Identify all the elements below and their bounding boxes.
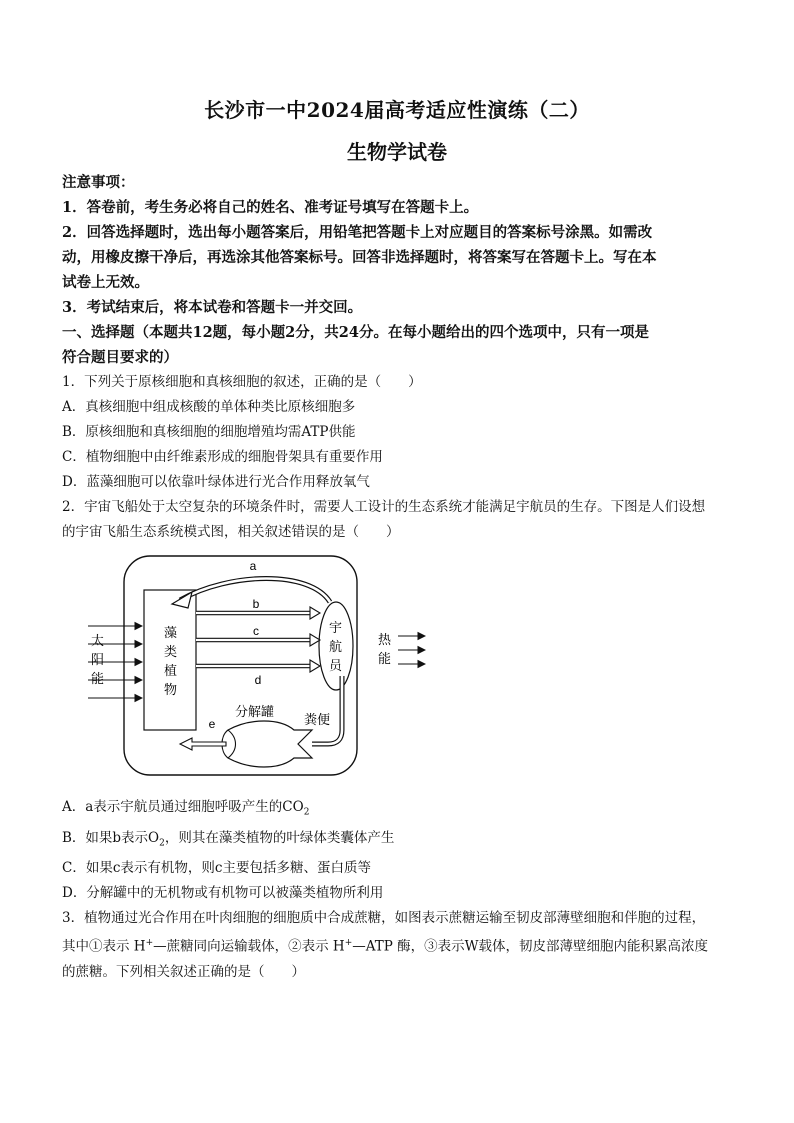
feces-pipe-outer — [312, 676, 342, 744]
note-item-2-line-3: 试卷上无效。 — [62, 274, 149, 291]
algae-char-4: 物 — [164, 683, 178, 698]
arrow-a-head — [172, 592, 192, 608]
tank-inner-curve — [228, 730, 236, 758]
note-item-1: 1．答卷前，考生务必将自己的姓名、准考证号填写在答题卡上。 — [62, 199, 479, 216]
q3-line2-b: —蔗糖同向运输载体，②表示 H — [153, 938, 345, 955]
astronaut-char-3: 员 — [329, 659, 343, 674]
q1-option-d: D．蓝藻细胞可以依靠叶绿体进行光合作用释放氧气 — [62, 474, 370, 490]
section-heading-line-2: 符合题目要求的） — [62, 349, 178, 366]
q2-option-c: C．如果c表示有机物，则c主要包括多糖、蛋白质等 — [62, 860, 371, 877]
notes-section — [62, 170, 734, 370]
q2-option-a-text: A．a表示宇航员通过细胞呼吸产生的CO — [62, 799, 304, 815]
notes-heading: 注意事项： — [62, 174, 135, 191]
label-a: a — [249, 559, 257, 573]
arrow-d-head — [310, 660, 320, 672]
section-heading-line-1: 一、选择题（本题共12题，每小题2分，共24分。在每小题给出的四个选项中，只有一项是 — [62, 324, 649, 341]
note-item-3: 3．考试结束后，将本试卷和答题卡一并交回。 — [62, 299, 363, 316]
algae-char-2: 类 — [164, 645, 178, 660]
q3-stem-line-1: 3．植物通过光合作用在叶肉细胞的细胞质中合成蔗糖，如图表示蔗糖运输至韧皮部薄壁细胞和伴胞的过程， — [62, 910, 706, 927]
feces-label: 粪便 — [304, 713, 331, 728]
heat-char-1: 热 — [378, 633, 392, 648]
q2-stem-line-1: 2．宇宙飞船处于太空复杂的环境条件时，需要人工设计的生态系统才能满足宇航员的生存。下图是人们设想 — [62, 499, 706, 515]
diagram-svg — [80, 552, 440, 782]
label-e: e — [208, 717, 216, 731]
q3-line2-a: 其中①表示 H — [62, 938, 146, 955]
label-b: b — [252, 597, 260, 611]
algae-char-3: 植 — [164, 664, 178, 679]
q2-option-b-sub: 2 — [159, 838, 165, 849]
sun-char-2: 阳 — [91, 653, 105, 668]
q2-option-a — [62, 795, 734, 826]
q1-stem: 1．下列关于原核细胞和真核细胞的叙述，正确的是（ ） — [62, 374, 422, 390]
algae-char-1: 藻 — [164, 626, 178, 641]
spacecraft-ecosystem-diagram — [80, 552, 440, 782]
q2-option-b-rest: ，则其在藻类植物的叶绿体类囊体产生 — [164, 829, 395, 846]
arrow-e — [180, 738, 226, 750]
q1-option-c: C．植物细胞中由纤维素形成的细胞骨架具有重要作用 — [62, 449, 383, 465]
q1-option-b: B．原核细胞和真核细胞的细胞增殖均需ATP供能 — [62, 424, 356, 440]
sun-char-3: 能 — [91, 672, 105, 687]
q2-stem-line-2: 的宇宙飞船生态系统模式图，相关叙述错误的是（ ） — [62, 524, 400, 540]
label-d: d — [254, 673, 262, 687]
algae-box — [144, 590, 196, 730]
q2-option-d: D．分解罐中的无机物或有机物可以被藻类植物所利用 — [62, 885, 384, 902]
label-c: c — [253, 624, 259, 638]
q1-option-a: A．真核细胞中组成核酸的单体种类比原核细胞多 — [62, 399, 356, 415]
q2-option-b-text: B．如果b表示O — [62, 829, 160, 846]
sun-char-1: 太 — [91, 634, 105, 649]
note-item-2-line-2: 动，用橡皮擦干净后，再选涂其他答案标号。回答非选择题时，将答案写在答题卡上。写在本 — [62, 249, 657, 266]
q3-line2-sup2: + — [344, 938, 353, 949]
arrow-b-head — [310, 607, 320, 619]
note-item-2-line-1: 2．回答选择题时，选出每小题答案后，用铅笔把答题卡上对应题目的答案标号涂黑。如需改 — [62, 224, 653, 241]
question-2-options — [62, 795, 734, 985]
q2-option-a-sub: 2 — [303, 807, 310, 818]
feces-pipe-inner — [312, 676, 342, 744]
exam-subtitle: 生物学试卷 — [347, 140, 447, 164]
q3-line2-c: —ATP 酶，③表示W载体，韧皮部薄壁细胞内能积累高浓度 — [352, 938, 709, 955]
astronaut-char-1: 宇 — [329, 621, 343, 636]
q3-stem-line-3: 的蔗糖。下列相关叙述正确的是（ ） — [62, 963, 305, 980]
heat-char-2: 能 — [378, 652, 392, 667]
q3-stem-line-2 — [62, 931, 734, 960]
question-1 — [62, 370, 734, 545]
astronaut-char-2: 航 — [329, 640, 343, 655]
tank-label: 分解罐 — [235, 705, 275, 720]
q3-line2-sup1: + — [145, 938, 154, 949]
exam-title: 长沙市一中2024届高考适应性演练（二） — [204, 98, 590, 122]
q2-option-b — [62, 826, 734, 857]
